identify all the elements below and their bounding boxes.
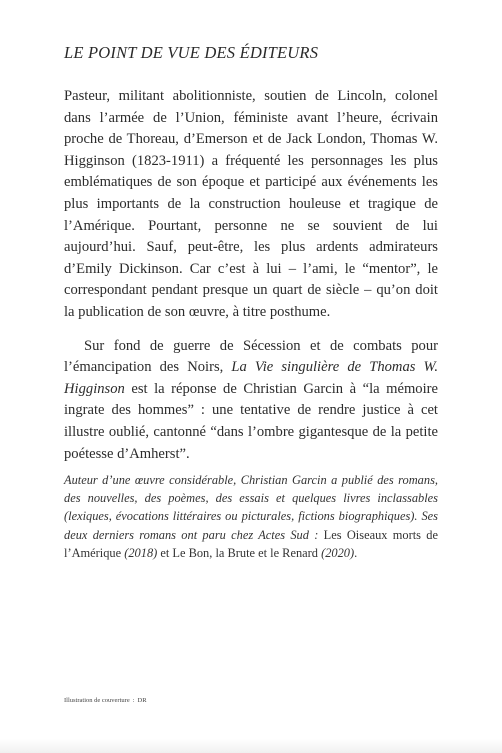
bio-end: .: [354, 545, 358, 560]
page-bottom-edge: [0, 739, 502, 753]
blurb-paragraph-1: Pasteur, militant abolitionniste, soutien de Lincoln, colonel dans l’armée de l’Union, féministe avant l’heure, écrivain proche de Thoreau, d’Emerson et de Jack London, Thomas W. Higginson (1823-1911) a fréquenté les personnages les plus emblématiques de son époque et participé aux événements les plus importants de la construction houleuse et tragique de l’Amérique. Pourtant, personne ne se souvient de lui aujourd’hui. Sauf, peut-être, les plus ardents admirateurs d’Emily Dickinson. Car c’est à lui – l’ami, le “mentor”, le correspondant pendant presque un quart de siècle – qu’on doit la publication de son œuvre, à titre posthume.: [64, 88, 438, 320]
credit-value: DR: [137, 697, 147, 704]
previous-book-1: Les Oiseaux morts de l’Amérique: [64, 527, 438, 560]
section-heading: LE POINT DE VUE DES ÉDITEURS: [64, 43, 319, 62]
book-title: La Vie singulière de Thomas W. Higginson: [64, 359, 438, 397]
bio-conjunction: et: [157, 545, 173, 560]
author-bio-intro: Auteur d’une œuvre considérable, Christian Garcin a publié des romans, des nouvelles, des poèmes, des essais et quelques livres inclassables (lexiques, évocations littéraires ou picturales, fictions biographiques). Ses deux derniers romans ont paru chez Actes Sud :: [64, 473, 438, 542]
publisher-blurb: [64, 86, 438, 465]
credit-separator: :: [132, 697, 135, 704]
blurb-paragraph-2: [64, 336, 438, 466]
blurb-paragraph-2-intro: Sur fond de guerre de Sécession et de combats pour l’émancipation des Noirs,: [64, 337, 438, 376]
blurb-paragraph-2-rest: est la réponse de Christian Garcin à “la mémoire ingrate des hommes” : une tentative de rendre justice à cet illustre oublié, cantonné “dans l’ombre gigantesque de la petite poétesse d’Amherst”.: [64, 380, 438, 462]
previous-book-2: Le Bon, la Brute et le Renard: [172, 545, 318, 560]
author-bio: [64, 471, 438, 562]
previous-book-2-year: (2020): [321, 545, 355, 560]
cover-illustration-credit: [64, 697, 147, 704]
previous-book-1-year: (2018): [124, 545, 158, 560]
author-bio-text: [64, 471, 438, 562]
credit-label: Illustration de couverture: [64, 697, 130, 704]
